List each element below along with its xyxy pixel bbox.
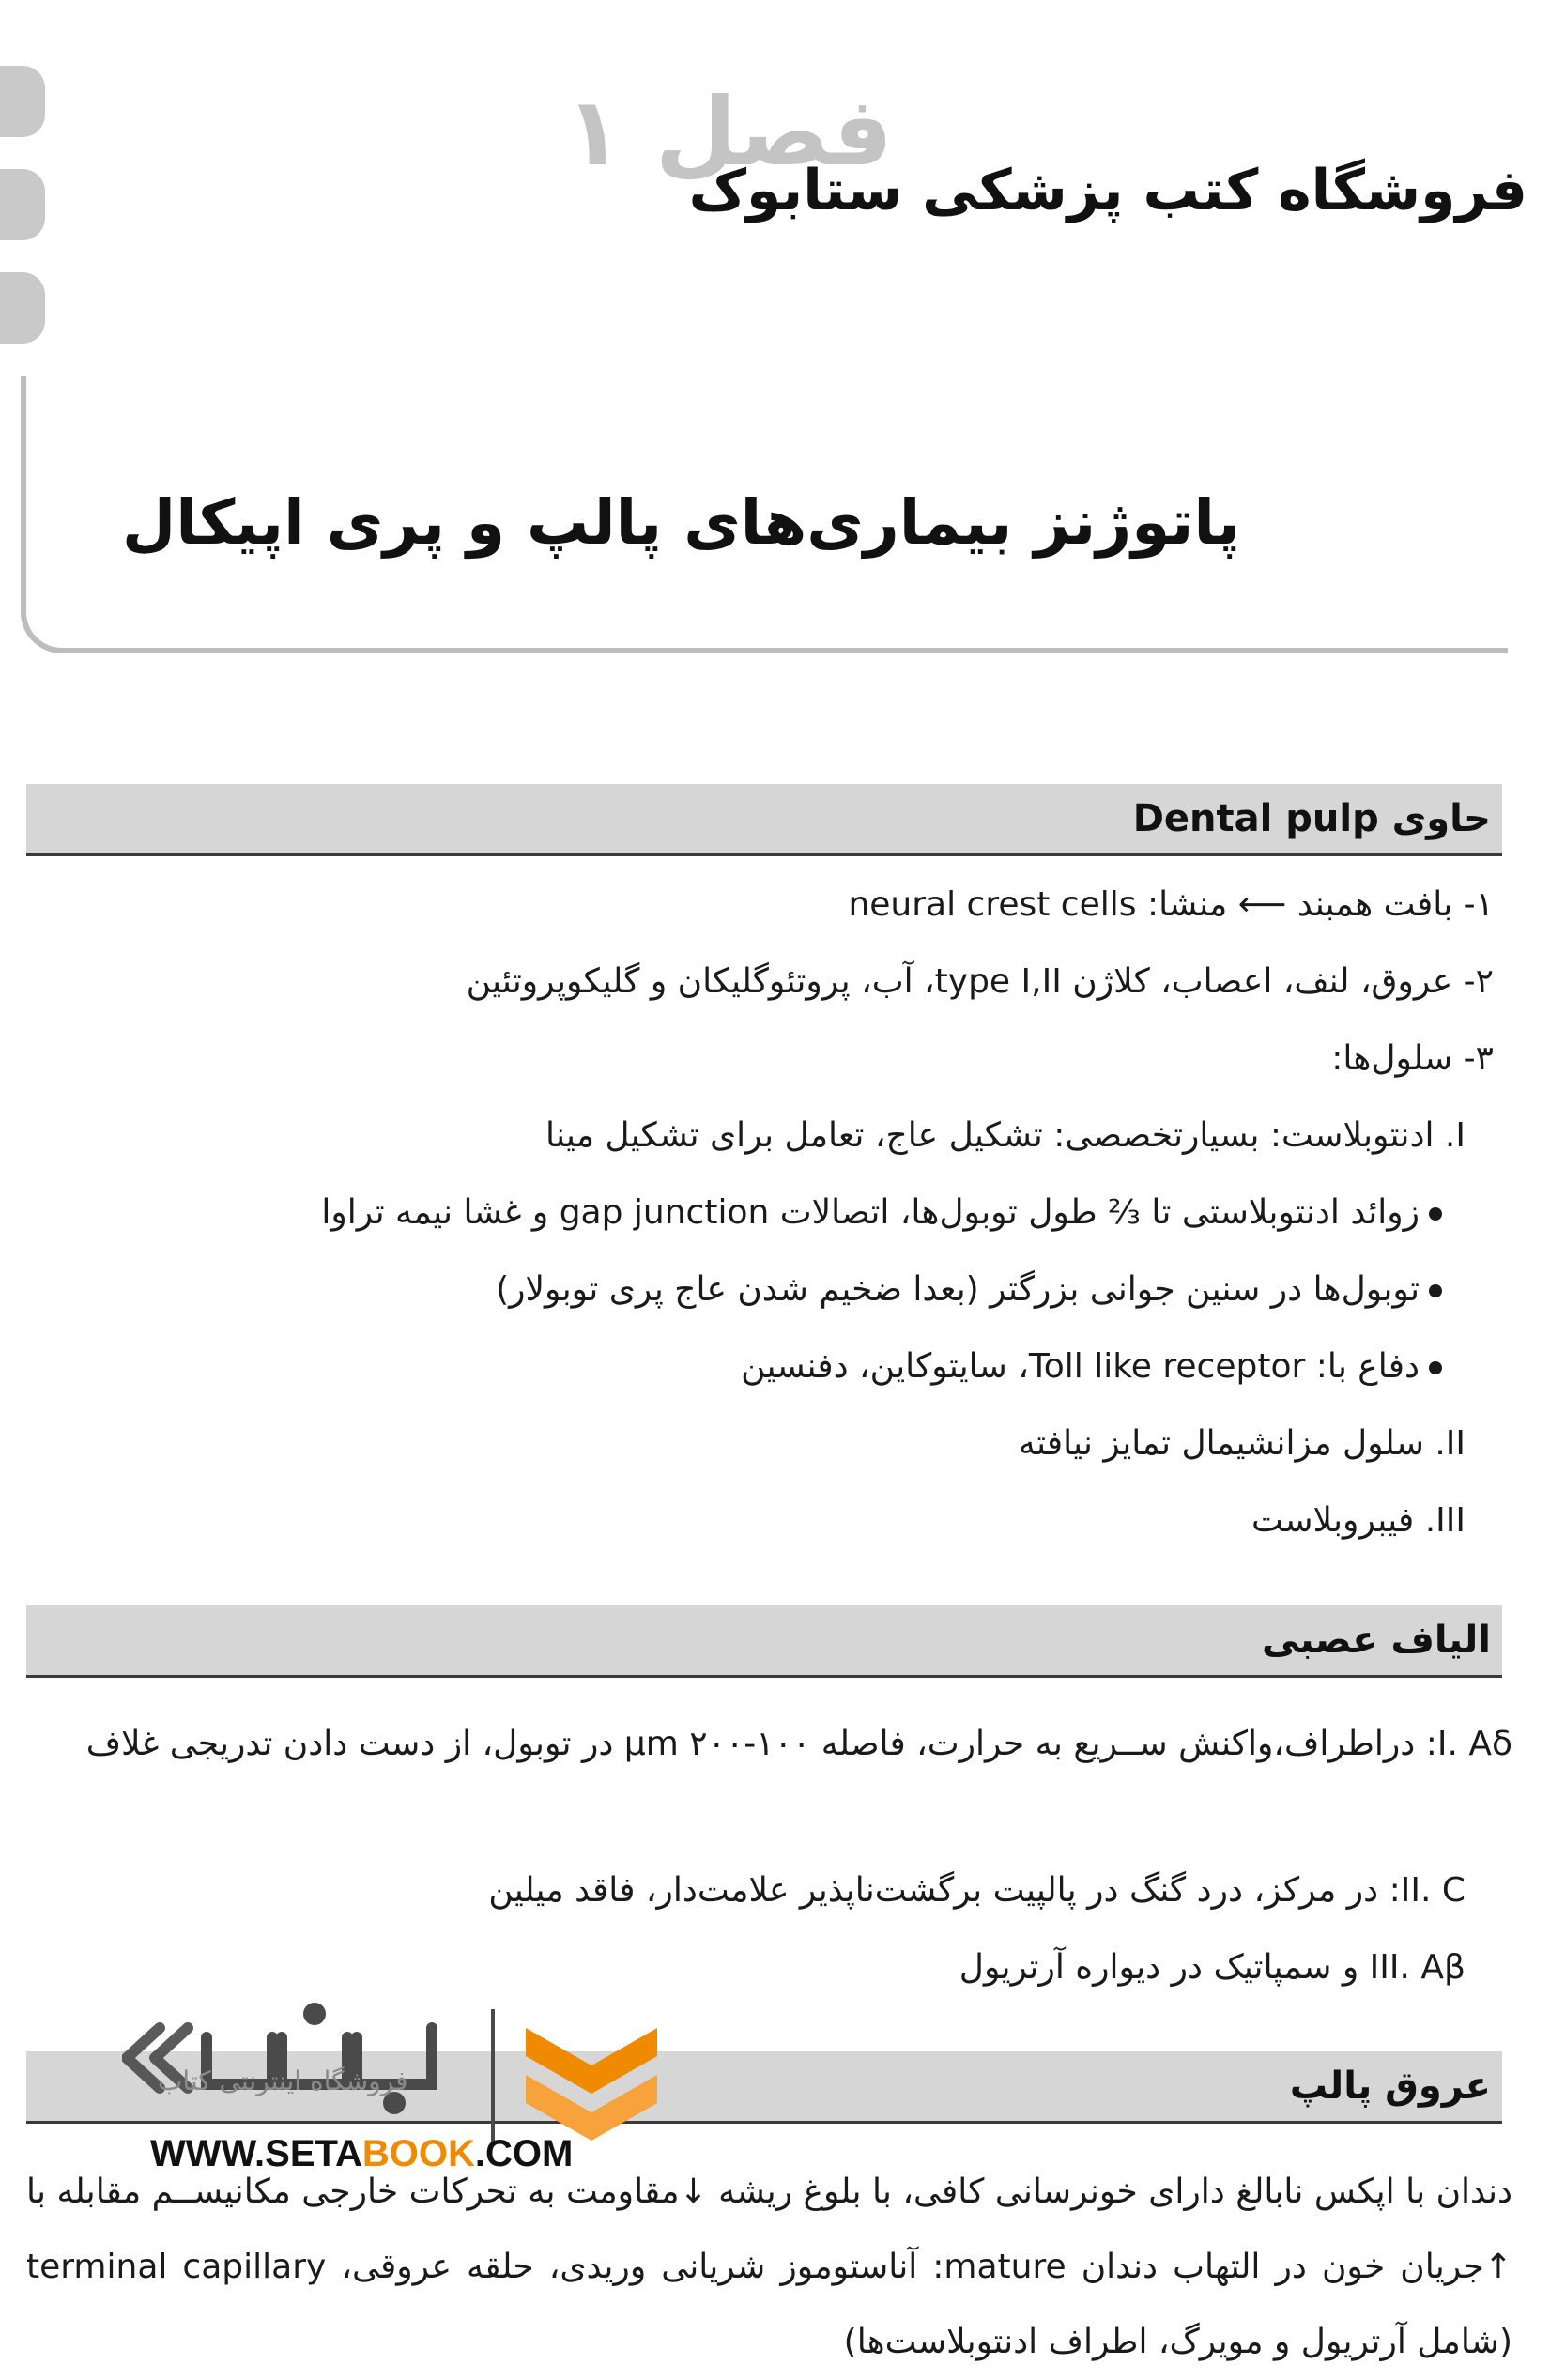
bullet-item bbox=[741, 1344, 1442, 1390]
section-title: الیاف عصبی bbox=[1261, 1619, 1491, 1662]
list-item: I. Aδ: دراطراف،واکنش ســریع به حرارت، فاصله μm ۲۰۰-۱۰۰ در توبول، از دست دادن تدریجی غلاف bbox=[85, 1725, 1512, 1763]
paragraph: دندان با اپکس نابالغ دارای خونرسانی کافی، با بلوغ ریشه ↓مقاومت به تحرکات خارجی مکانیســم مقابله با ↑جریان خون در التهاب دندان mature: آناستوموز شریانی وریدی، حلقه عروقی، terminal capillary (شامل آرتریول و مویرگ، اطراف ادنتوبلاست‌ها) bbox=[26, 2173, 1512, 2361]
bullet-text: توبول‌ها در سنین جوانی بزرگتر (بعدا ضخیم شدن عاج پری توبولار) bbox=[496, 1270, 1420, 1309]
watermark-subtitle: فروشگاه اینترنتی کتاب bbox=[158, 2065, 408, 2096]
watermark-url bbox=[150, 2133, 573, 2175]
list-item: I. ادنتوبلاست: بسیارتخصصی: تشکیل عاج، تعامل برای تشکیل مینا bbox=[545, 1116, 1466, 1155]
list-item: ۳- سلول‌ها: bbox=[1331, 1039, 1494, 1078]
url-suffix: .COM bbox=[474, 2133, 574, 2174]
bullet-item bbox=[496, 1267, 1442, 1313]
chapter-label: فصل ۱ bbox=[564, 77, 893, 187]
bullet-icon bbox=[1429, 1207, 1442, 1221]
store-name: فروشگاه کتب پزشکی ستابوک bbox=[688, 158, 1527, 223]
list-item: ۲- عروق، لنف، اعصاب، کلاژن type I,II، آب، پروتئوگلیکان و گلیکوپروتئین bbox=[466, 962, 1494, 1001]
bullet-text: زوائد ادنتوبلاستی تا ⅔ طول توبول‌ها، اتصالات gap junction و غشا نیمه تراوا bbox=[321, 1193, 1420, 1232]
url-prefix: WWW.SETA bbox=[150, 2133, 362, 2174]
side-tab-1 bbox=[0, 66, 45, 137]
list-item: III. فیبروبلاست bbox=[1251, 1501, 1466, 1540]
chapter-title: پاتوژنز بیماری‌های پالپ و پری اپیکال bbox=[121, 486, 1240, 559]
list-item: II. C: در مرکز، درد گنگ در پالپیت برگشت‌ناپذیر علامت‌دار، فاقد میلین bbox=[488, 1871, 1466, 1910]
list-item: ۱- بافت همبند ⟵ منشا: neural crest cells bbox=[848, 885, 1494, 924]
bullet-item bbox=[321, 1190, 1442, 1236]
section-header-dental-pulp bbox=[26, 784, 1502, 856]
side-tab-3 bbox=[0, 272, 45, 344]
section-header-nerve-fibers bbox=[26, 1605, 1502, 1678]
bullet-icon bbox=[1429, 1284, 1442, 1297]
list-item: III. Aβ و سمپاتیک در دیواره آرتریول bbox=[959, 1948, 1466, 1987]
book-icon bbox=[526, 2028, 657, 2141]
section-title: حاوی Dental pulp bbox=[1132, 797, 1491, 840]
side-tab-2 bbox=[0, 169, 45, 240]
section-title: عروق پالپ bbox=[1289, 2065, 1491, 2108]
bullet-text: دفاع با: Toll like receptor، سایتوکاین، دفنسین bbox=[741, 1347, 1420, 1386]
bullet-icon bbox=[1429, 1361, 1442, 1374]
url-accent: BOOK bbox=[361, 2133, 475, 2174]
list-item: II. سلول مزانشیمال تمایز نیافته bbox=[1018, 1424, 1466, 1463]
